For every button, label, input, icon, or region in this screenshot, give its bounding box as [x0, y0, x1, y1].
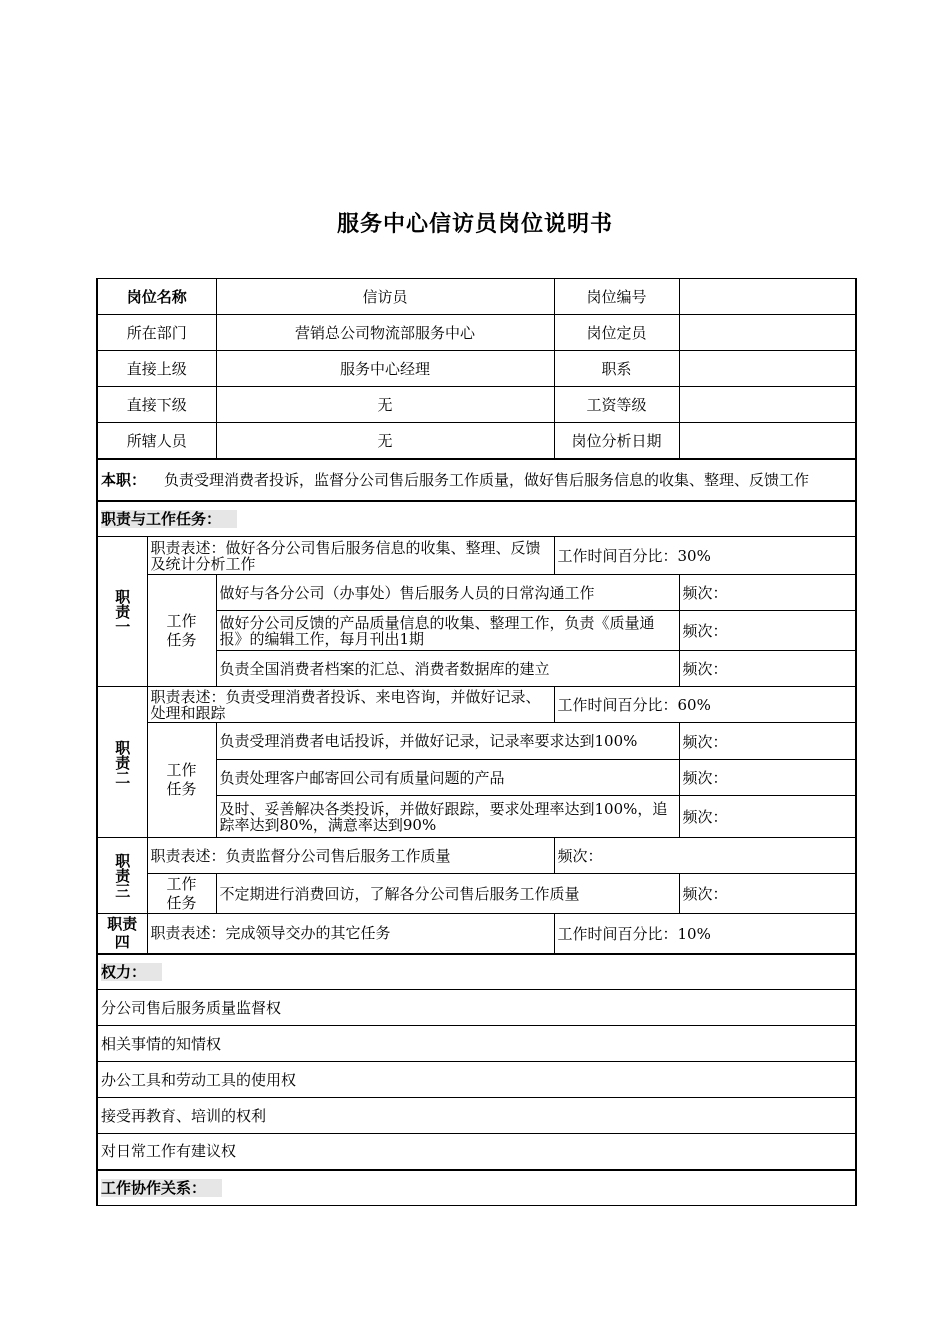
label-position-name: 岗位名称	[97, 279, 216, 315]
power-header: 权力：	[101, 963, 162, 981]
duty-2-task-label: 工作任务	[166, 761, 197, 798]
duties-header-row	[97, 501, 856, 537]
duty-1-freq-3: 频次：	[679, 651, 856, 687]
page-title: 服务中心信访员岗位说明书	[336, 212, 613, 237]
duty-2-time: 工作时间百分比：60%	[554, 687, 856, 723]
label-job-family: 职系	[554, 351, 679, 387]
relation-header-row	[97, 1170, 856, 1206]
main-duty-row	[97, 459, 856, 501]
job-description-form	[96, 278, 855, 1206]
duty-1-freq-1: 频次：	[679, 575, 856, 611]
label-position-code: 岗位编号	[554, 279, 679, 315]
duty-1-desc-row	[97, 537, 856, 575]
duty-4-time: 工作时间百分比：10%	[554, 914, 856, 954]
label-staff: 所辖人员	[97, 423, 216, 459]
basic-row	[97, 279, 856, 315]
value-position-name: 信访员	[216, 279, 554, 315]
duty-1-desc: 职责表述：做好各分公司售后服务信息的收集、整理、反馈及统计分析工作	[147, 537, 554, 575]
power-header-row	[97, 954, 856, 990]
power-item: 办公工具和劳动工具的使用权	[97, 1062, 856, 1098]
value-staff: 无	[216, 423, 554, 459]
duty-2-label: 职责二	[97, 687, 147, 838]
duty-1-time: 工作时间百分比：30%	[554, 537, 856, 575]
duty-2-freq-3: 频次：	[679, 796, 856, 838]
basic-row	[97, 423, 856, 459]
duty-2-desc-row	[97, 687, 856, 723]
duty-4-label: 职责四	[107, 914, 138, 951]
duty-2-freq-2: 频次：	[679, 760, 856, 796]
label-salary-grade: 工资等级	[554, 387, 679, 423]
power-row	[97, 1062, 856, 1098]
power-row	[97, 1026, 856, 1062]
value-headcount	[679, 315, 856, 351]
duty-3-desc-row	[97, 838, 856, 874]
duty-2-task-1: 负责受理消费者电话投诉，并做好记录，记录率要求达到100%	[216, 723, 679, 760]
duty-1-task-label: 工作任务	[166, 611, 197, 649]
duty-3-desc: 职责表述：负责监督分公司售后服务工作质量	[147, 838, 554, 874]
basic-row	[97, 387, 856, 423]
power-item: 接受再教育、培训的权利	[97, 1098, 856, 1134]
label-subordinate: 直接下级	[97, 387, 216, 423]
duty-3-task-row	[97, 874, 856, 914]
value-supervisor: 服务中心经理	[216, 351, 554, 387]
duty-3-task-label: 工作任务	[166, 874, 197, 912]
value-job-family	[679, 351, 856, 387]
duty-2-desc: 职责表述：负责受理消费者投诉、来电咨询，并做好记录、处理和跟踪	[147, 687, 554, 723]
power-row	[97, 1098, 856, 1134]
power-item: 分公司售后服务质量监督权	[97, 990, 856, 1026]
label-supervisor: 直接上级	[97, 351, 216, 387]
relation-header: 工作协作关系：	[101, 1179, 222, 1197]
power-row	[97, 1134, 856, 1170]
duty-3-freq-1: 频次：	[679, 874, 856, 914]
main-duty-text: 负责受理消费者投诉，监督分公司售后服务工作质量，做好售后服务信息的收集、整理、反馈工作	[164, 470, 810, 489]
value-department: 营销总公司物流部服务中心	[216, 315, 554, 351]
duty-2-task-3: 及时、妥善解决各类投诉，并做好跟踪，要求处理率达到100%，追踪率达到80%，满意率达到90%	[216, 796, 679, 838]
main-duty-label: 本职：	[101, 470, 147, 489]
duty-1-task-row	[97, 575, 856, 611]
basic-row	[97, 351, 856, 387]
value-analysis-date	[679, 423, 856, 459]
duty-1-task-1: 做好与各分公司（办事处）售后服务人员的日常沟通工作	[216, 575, 679, 611]
duty-4-row	[97, 914, 856, 954]
label-analysis-date: 岗位分析日期	[554, 423, 679, 459]
basic-row	[97, 315, 856, 351]
duty-3-label: 职责三	[97, 838, 147, 914]
duty-1-task-3: 负责全国消费者档案的汇总、消费者数据库的建立	[216, 651, 679, 687]
power-item: 相关事情的知情权	[97, 1026, 856, 1062]
duty-2-task-2: 负责处理客户邮寄回公司有质量问题的产品	[216, 760, 679, 796]
power-row	[97, 990, 856, 1026]
duty-2-task-row	[97, 723, 856, 760]
duty-3-time: 频次：	[554, 838, 856, 874]
duty-1-label: 职责一	[97, 537, 147, 687]
duty-2-freq-1: 频次：	[679, 723, 856, 760]
value-salary-grade	[679, 387, 856, 423]
duty-1-freq-2: 频次：	[679, 611, 856, 651]
duty-4-desc: 职责表述：完成领导交办的其它任务	[147, 914, 554, 954]
job-table	[96, 278, 857, 1206]
duty-1-task-2: 做好分公司反馈的产品质量信息的收集、整理工作，负责《质量通报》的编辑工作，每月刊出1期	[216, 611, 679, 651]
duties-header: 职责与工作任务：	[101, 510, 237, 528]
power-item: 对日常工作有建议权	[97, 1134, 856, 1170]
value-position-code	[679, 279, 856, 315]
label-headcount: 岗位定员	[554, 315, 679, 351]
value-subordinate: 无	[216, 387, 554, 423]
label-department: 所在部门	[97, 315, 216, 351]
duty-3-task-1: 不定期进行消费回访，了解各分公司售后服务工作质量	[216, 874, 679, 914]
